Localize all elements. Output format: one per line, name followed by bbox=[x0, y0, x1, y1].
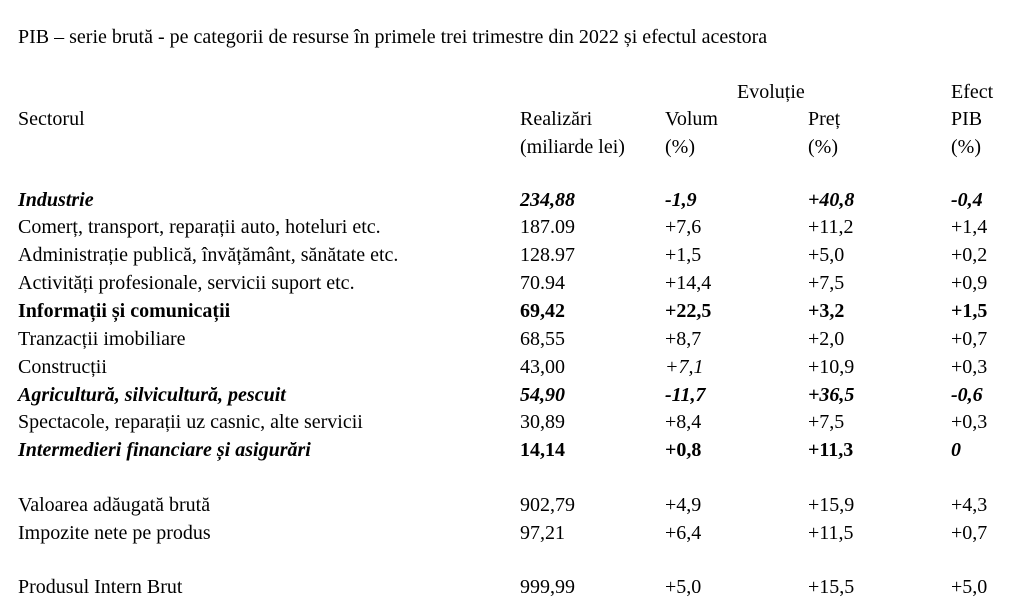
table-row bbox=[0, 269, 1024, 297]
table-row bbox=[0, 436, 1024, 464]
sector-cell: Informații și comunicații bbox=[18, 300, 231, 322]
efect-cell: +0,3 bbox=[951, 356, 988, 378]
realizari-cell: 14,14 bbox=[520, 439, 565, 461]
pret-cell: +11,3 bbox=[808, 439, 854, 461]
realizari-cell: 70.94 bbox=[520, 272, 565, 294]
sector-header: Sectorul bbox=[18, 108, 85, 130]
efect-cell: +0,2 bbox=[951, 244, 988, 266]
volum-cell: +8,4 bbox=[665, 411, 702, 433]
sector-cell: Comerț, transport, reparații auto, hoteluri etc. bbox=[18, 216, 381, 238]
efect-cell: +5,0 bbox=[951, 576, 988, 598]
page-title: PIB – serie brută - pe categorii de resurse în primele trei trimestre din 2022 și efectul acestora bbox=[18, 26, 768, 48]
pret-cell: +11,2 bbox=[808, 216, 854, 238]
pret-cell: +5,0 bbox=[808, 244, 845, 266]
volum-cell: +4,9 bbox=[665, 494, 702, 516]
realizari-cell: 187.09 bbox=[520, 216, 575, 238]
realizari-cell: 999,99 bbox=[520, 576, 575, 598]
realizari-cell: 43,00 bbox=[520, 356, 565, 378]
realizari-header-line1: Realizări bbox=[520, 108, 593, 130]
pret-cell: +36,5 bbox=[808, 384, 855, 406]
table-row bbox=[0, 186, 1024, 214]
volum-cell: +7,1 bbox=[665, 356, 704, 378]
efect-header-line2: PIB bbox=[951, 108, 983, 130]
sector-cell: Activități profesionale, servicii suport etc. bbox=[18, 272, 355, 294]
volum-cell: +22,5 bbox=[665, 300, 712, 322]
efect-cell: 0 bbox=[951, 439, 961, 461]
volum-cell: +6,4 bbox=[665, 522, 702, 544]
pret-cell: +11,5 bbox=[808, 522, 854, 544]
efect-cell: -0,6 bbox=[951, 384, 983, 406]
table-row bbox=[0, 408, 1024, 436]
pret-cell: +10,9 bbox=[808, 356, 855, 378]
realizari-cell: 30,89 bbox=[520, 411, 565, 433]
realizari-cell: 128.97 bbox=[520, 244, 575, 266]
volum-header-line1: Volum bbox=[665, 108, 718, 130]
realizari-cell: 68,55 bbox=[520, 328, 565, 350]
pret-cell: +7,5 bbox=[808, 411, 845, 433]
realizari-cell: 902,79 bbox=[520, 494, 575, 516]
table-row bbox=[0, 325, 1024, 353]
sector-cell: Administrație publică, învățământ, sănătate etc. bbox=[18, 244, 399, 266]
table-row bbox=[0, 213, 1024, 241]
sector-cell: Tranzacții imobiliare bbox=[18, 328, 186, 350]
volum-cell: +7,6 bbox=[665, 216, 702, 238]
pret-header-line2: (%) bbox=[808, 136, 838, 158]
table-row bbox=[0, 573, 1024, 601]
efect-cell: +0,7 bbox=[951, 522, 988, 544]
pret-header-line1: Preț bbox=[808, 108, 841, 130]
efect-cell: +0,3 bbox=[951, 411, 988, 433]
sector-cell: Impozite nete pe produs bbox=[18, 522, 211, 544]
efect-cell: +1,4 bbox=[951, 216, 988, 238]
realizari-cell: 97,21 bbox=[520, 522, 565, 544]
evolutie-header: Evoluție bbox=[737, 81, 805, 103]
table-row bbox=[0, 353, 1024, 381]
efect-header-line3: (%) bbox=[951, 136, 981, 158]
volum-cell: +0,8 bbox=[665, 439, 702, 461]
table-row bbox=[0, 297, 1024, 325]
volum-cell: -1,9 bbox=[665, 189, 697, 211]
efect-cell: -0,4 bbox=[951, 189, 983, 211]
sector-cell: Industrie bbox=[18, 189, 94, 211]
pret-cell: +15,9 bbox=[808, 494, 855, 516]
table-row bbox=[0, 241, 1024, 269]
realizari-cell: 234,88 bbox=[520, 189, 575, 211]
efect-header-line1: Efect bbox=[951, 81, 994, 103]
sector-cell: Produsul Intern Brut bbox=[18, 576, 183, 598]
efect-cell: +1,5 bbox=[951, 300, 988, 322]
volum-cell: +1,5 bbox=[665, 244, 702, 266]
efect-cell: +0,7 bbox=[951, 328, 988, 350]
table-row bbox=[0, 381, 1024, 409]
efect-cell: +0,9 bbox=[951, 272, 988, 294]
sector-cell: Intermedieri financiare și asigurări bbox=[18, 439, 311, 461]
pret-cell: +7,5 bbox=[808, 272, 845, 294]
pret-cell: +40,8 bbox=[808, 189, 855, 211]
volum-cell: +8,7 bbox=[665, 328, 702, 350]
sector-cell: Valoarea adăugată brută bbox=[18, 494, 211, 516]
volum-cell: +14,4 bbox=[665, 272, 712, 294]
efect-cell: +4,3 bbox=[951, 494, 988, 516]
volum-cell: +5,0 bbox=[665, 576, 702, 598]
sector-cell: Spectacole, reparații uz casnic, alte servicii bbox=[18, 411, 363, 433]
table-row bbox=[0, 491, 1024, 519]
realizari-header-line2: (miliarde lei) bbox=[520, 136, 625, 158]
sector-cell: Construcții bbox=[18, 356, 107, 378]
sector-cell: Agricultură, silvicultură, pescuit bbox=[18, 384, 286, 406]
realizari-cell: 54,90 bbox=[520, 384, 565, 406]
pret-cell: +2,0 bbox=[808, 328, 845, 350]
pret-cell: +3,2 bbox=[808, 300, 845, 322]
realizari-cell: 69,42 bbox=[520, 300, 565, 322]
volum-header-line2: (%) bbox=[665, 136, 695, 158]
table-row bbox=[0, 519, 1024, 547]
pret-cell: +15,5 bbox=[808, 576, 855, 598]
volum-cell: -11,7 bbox=[665, 384, 706, 406]
